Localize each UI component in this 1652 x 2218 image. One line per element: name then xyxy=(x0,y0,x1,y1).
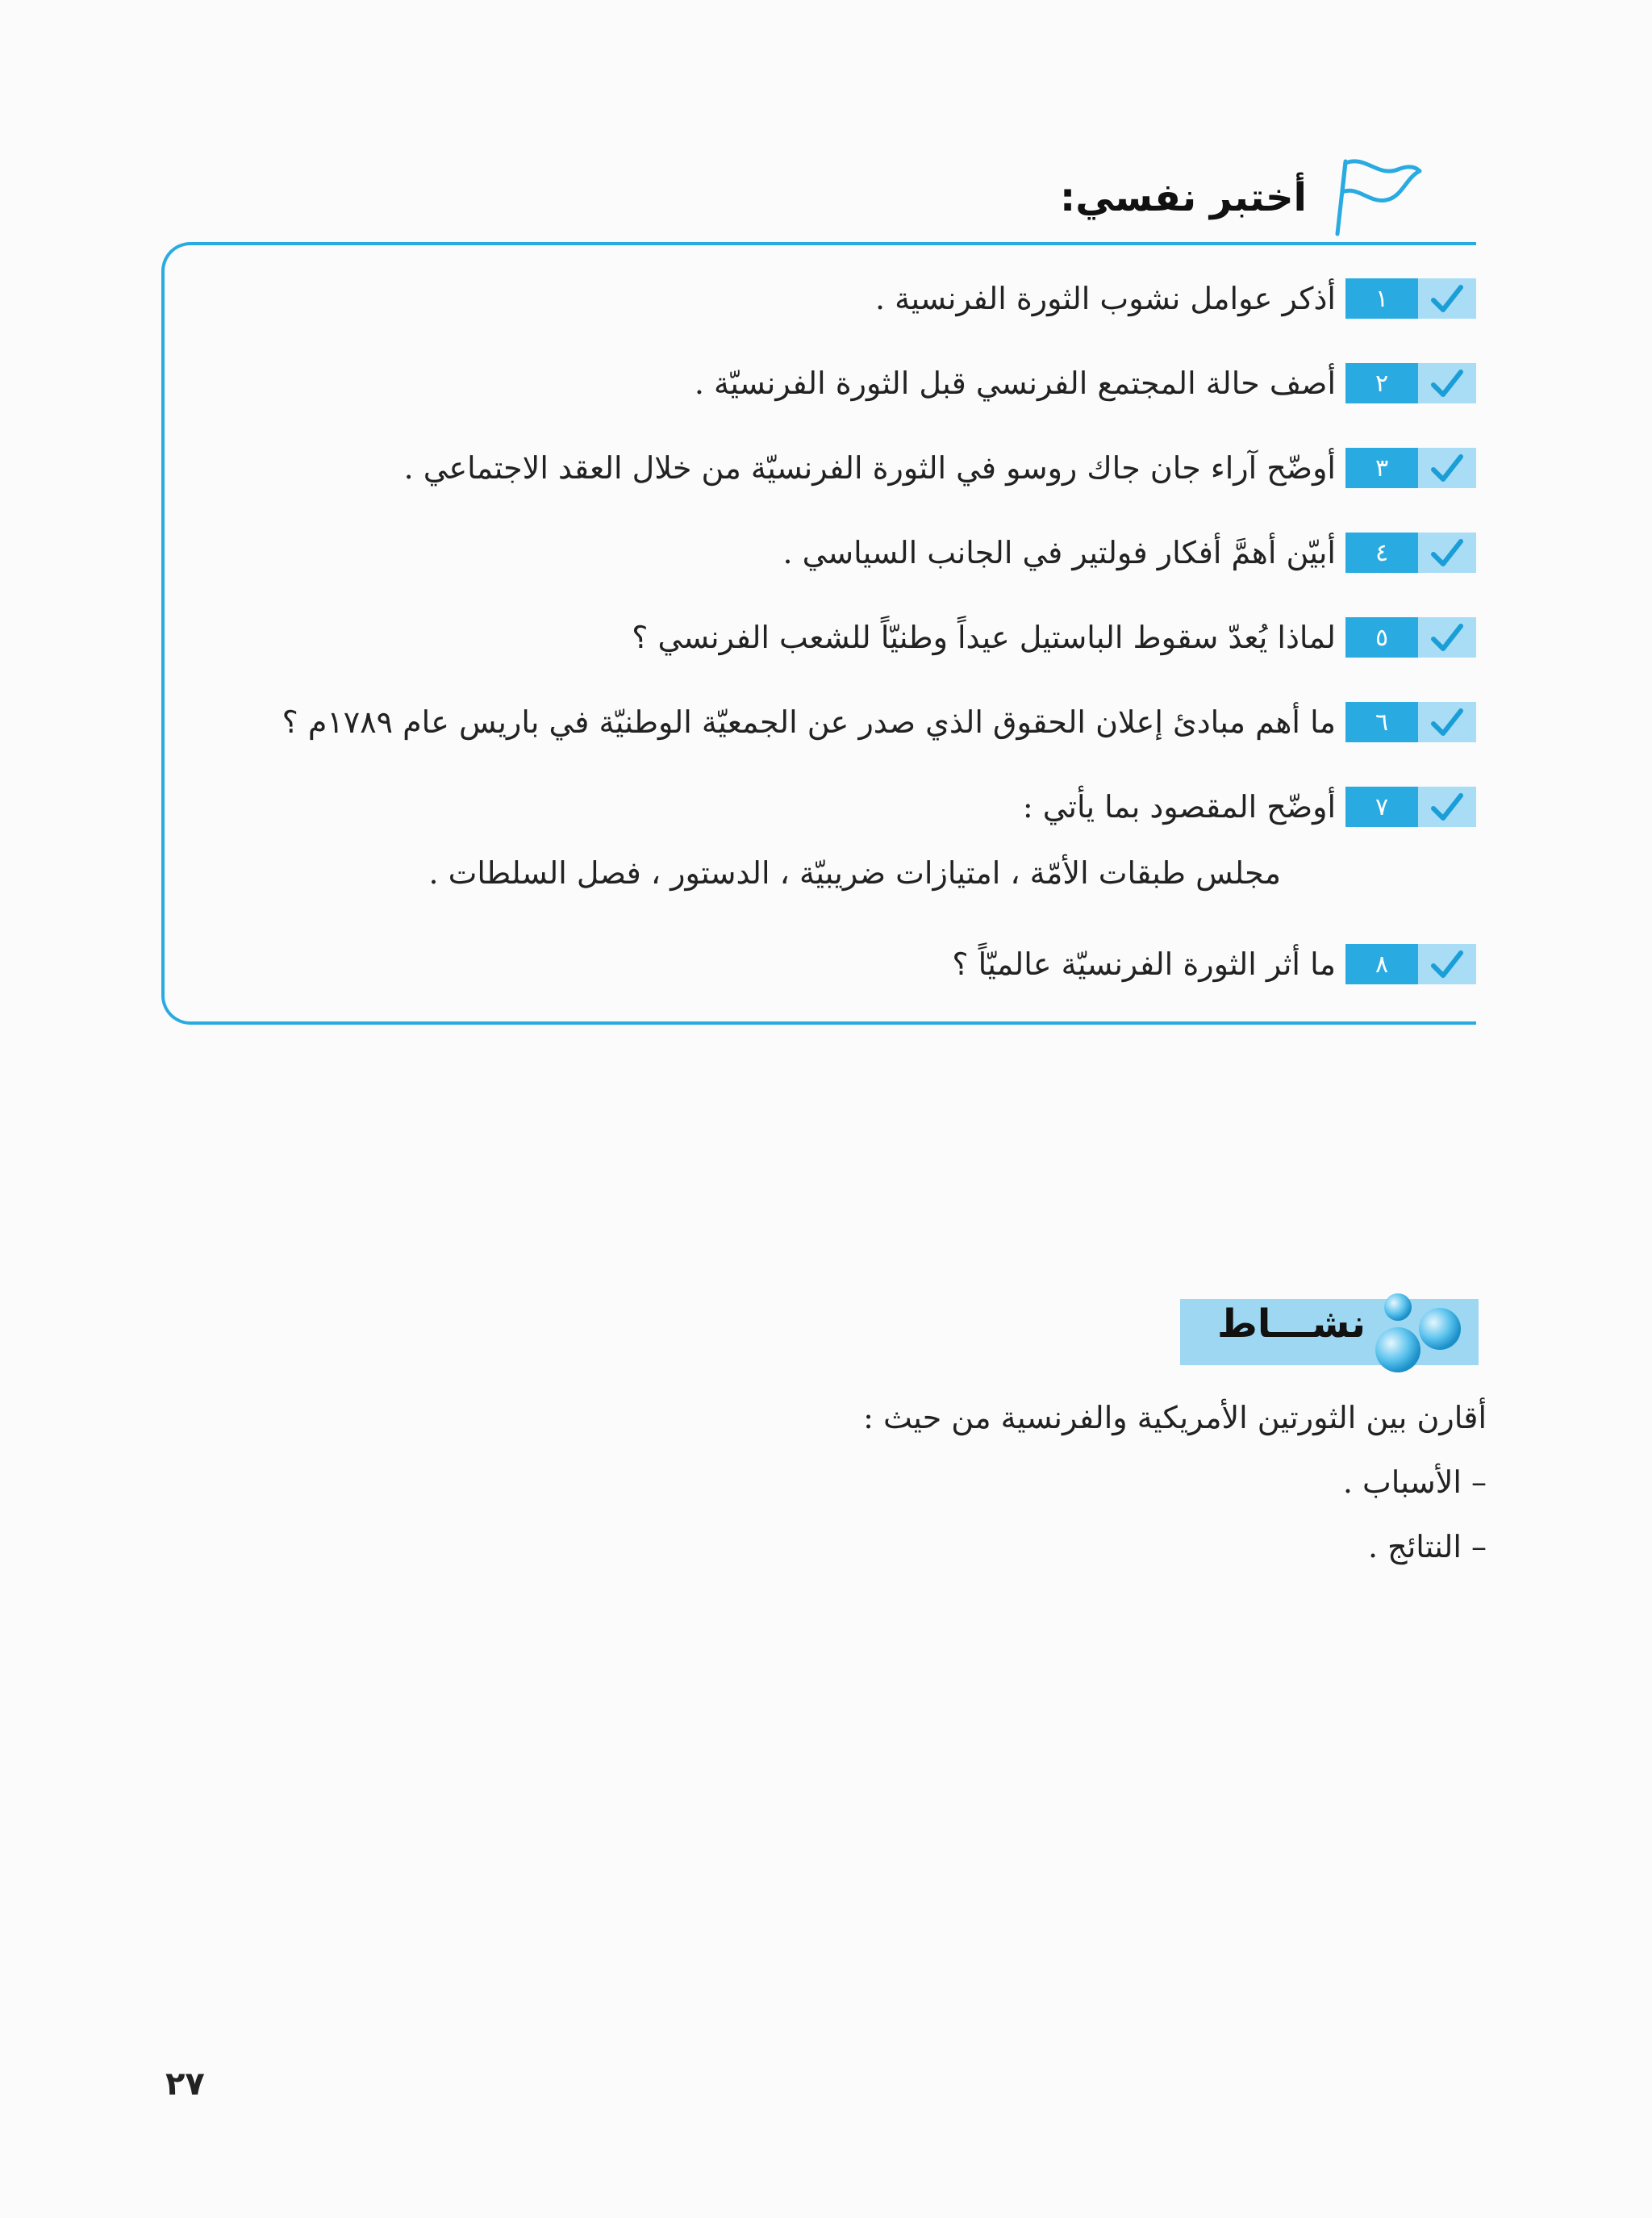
question-item xyxy=(1023,775,1476,839)
question-text: ما أثر الثورة الفرنسيّة عالميّاً ؟ xyxy=(952,946,1336,982)
activity-point: – الأسباب . xyxy=(1342,1464,1487,1500)
activity-label: نشـــاط xyxy=(1217,1301,1366,1347)
checkmark-icon xyxy=(1418,617,1476,658)
question-text: أوضّح المقصود بما يأتي : xyxy=(1022,789,1336,825)
checkmark-icon xyxy=(1418,702,1476,742)
question-text: ما أهم مبادئ إعلان الحقوق الذي صدر عن الجمعيّة الوطنيّة في باريس عام ١٧٨٩م ؟ xyxy=(282,704,1336,740)
question7-terms: مجلس طبقات الأمّة ، امتيازات ضريبيّة ، الدستور ، فصل السلطات . xyxy=(428,855,1281,891)
question-item xyxy=(404,436,1476,500)
question-number: ٤ xyxy=(1345,533,1418,573)
activity-point: – النتائج . xyxy=(1368,1529,1487,1564)
flag-icon xyxy=(1321,153,1426,242)
checkmark-icon xyxy=(1418,787,1476,827)
question-text: لماذا يُعدّ سقوط الباستيل عيداً وطنيّاً للشعب الفرنسي ؟ xyxy=(632,620,1336,655)
question-item xyxy=(952,932,1476,996)
checkmark-icon xyxy=(1418,278,1476,319)
question-text: أبيّن أهمَّ أفكار فولتير في الجانب السياسي . xyxy=(782,535,1336,570)
page-number: ٢٧ xyxy=(165,2066,205,2103)
question-number: ١ xyxy=(1345,278,1418,319)
section-heading xyxy=(1060,161,1426,234)
question-number: ٨ xyxy=(1345,944,1418,984)
question-text: أوضّح آراء جان جاك روسو في الثورة الفرنسيّة من خلال العقد الاجتماعي . xyxy=(403,450,1336,486)
question-number: ٦ xyxy=(1345,702,1418,742)
question-item xyxy=(782,520,1476,585)
question-item xyxy=(875,266,1476,331)
question-number: ٣ xyxy=(1345,448,1418,488)
activity-prompt: أقارن بين الثورتين الأمريكية والفرنسية من حيث : xyxy=(863,1400,1487,1435)
checkmark-icon xyxy=(1418,944,1476,984)
question-number: ٢ xyxy=(1345,363,1418,403)
question-item xyxy=(695,351,1476,416)
checkmark-icon xyxy=(1418,363,1476,403)
question-text: أذكر عوامل نشوب الثورة الفرنسية . xyxy=(874,281,1336,316)
question-item xyxy=(632,605,1476,670)
question-number: ٧ xyxy=(1345,787,1418,827)
section-title: أختبر نفسي: xyxy=(1060,175,1307,220)
question-text: أصف حالة المجتمع الفرنسي قبل الثورة الفرنسيّة . xyxy=(694,365,1336,401)
question-number: ٥ xyxy=(1345,617,1418,658)
bubbles-icon xyxy=(1367,1287,1464,1376)
checkmark-icon xyxy=(1418,448,1476,488)
checkmark-icon xyxy=(1418,533,1476,573)
activity-heading xyxy=(1168,1287,1479,1368)
question-item xyxy=(282,690,1476,754)
